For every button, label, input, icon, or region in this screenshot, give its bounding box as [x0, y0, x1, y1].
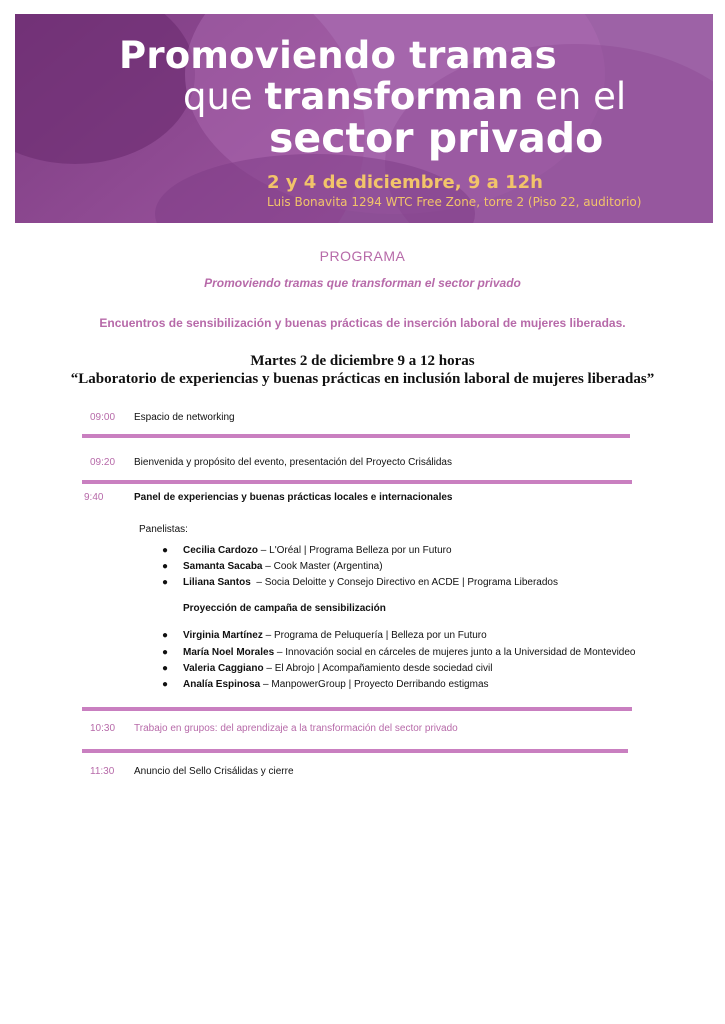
- proyeccion-name: Virginia Martínez: [183, 630, 263, 641]
- bullet: ●: [162, 630, 169, 641]
- banner-title-line2: [183, 75, 626, 118]
- proyeccion-detail: – Programa de Peluquería | Belleza por un Futuro: [262, 630, 487, 641]
- schedule-time: 09:00: [90, 412, 116, 423]
- banner-title-line2-a: que: [183, 75, 265, 118]
- banner-place: Luis Bonavita 1294 WTC Free Zone, torre 2 (Piso 22, auditorio): [267, 195, 642, 209]
- day-heading: Martes 2 de diciembre 9 a 12 horas: [250, 353, 475, 369]
- panelist-name: Samanta Sacaba: [183, 561, 263, 572]
- banner-title-line2-b: transforman: [264, 75, 524, 118]
- banner-title-line1: Promoviendo tramas: [119, 34, 557, 77]
- panelist-detail: – Socia Deloitte y Consejo Directivo en ACDE | Programa Liberados: [250, 577, 558, 588]
- bullet: ●: [162, 577, 169, 588]
- event-banner: [15, 14, 713, 223]
- proyeccion-detail: – ManpowerGroup | Proyecto Derribando estigmas: [260, 679, 489, 690]
- proyeccion-item: [183, 647, 635, 658]
- bullet: ●: [162, 663, 169, 674]
- schedule-time: 10:30: [90, 723, 116, 734]
- program-subtitle: Promoviendo tramas que transforman el sector privado: [204, 276, 521, 290]
- banner-title-line3: sector privado: [269, 114, 604, 162]
- proyeccion-item: [183, 663, 492, 674]
- schedule-time: 09:20: [90, 457, 116, 468]
- bullet: ●: [162, 545, 169, 556]
- bullet: ●: [162, 561, 169, 572]
- schedule-time: 9:40: [84, 492, 104, 503]
- encuentros-heading: Encuentros de sensibilización y buenas prácticas de inserción laboral de mujeres liberadas.: [99, 316, 626, 330]
- proyeccion-name: Valeria Caggiano: [183, 663, 264, 674]
- proyeccion-detail: – El Abrojo | Acompañamiento desde sociedad civil: [263, 663, 493, 674]
- divider: [82, 749, 628, 753]
- proyeccion-item: [183, 630, 487, 641]
- divider: [82, 707, 632, 711]
- banner-date: 2 y 4 de diciembre, 9 a 12h: [267, 172, 543, 193]
- bullet: ●: [162, 679, 169, 690]
- banner-title-line2-c: en el: [523, 75, 627, 118]
- panelist-item: [183, 577, 558, 588]
- proyeccion-name: Analía Espinosa: [183, 679, 261, 690]
- panelist-item: [183, 561, 383, 572]
- schedule-time: 11:30: [90, 766, 115, 777]
- schedule-desc: Anuncio del Sello Crisálidas y cierre: [134, 766, 294, 777]
- proyeccion-name: María Noel Morales: [183, 647, 275, 658]
- schedule-desc: Trabajo en grupos: del aprendizaje a la transformación del sector privado: [134, 723, 458, 734]
- schedule-desc: Panel de experiencias y buenas prácticas locales e internacionales: [134, 492, 453, 503]
- divider: [82, 434, 630, 438]
- proyeccion-item: [183, 679, 489, 690]
- proyeccion-detail: – Innovación social en cárceles de mujeres junto a la Universidad de Montevideo: [274, 647, 636, 658]
- schedule-desc: Espacio de networking: [134, 412, 235, 423]
- divider: [82, 480, 632, 484]
- schedule-desc: Bienvenida y propósito del evento, presentación del Proyecto Crisálidas: [134, 457, 452, 468]
- panelist-name: Liliana Santos: [183, 577, 251, 588]
- proyeccion-label: Proyección de campaña de sensibilización: [183, 603, 386, 614]
- panelist-item: [183, 545, 452, 556]
- programa-heading: PROGRAMA: [319, 248, 406, 264]
- panelist-detail: – Cook Master (Argentina): [262, 561, 383, 572]
- panelistas-label: Panelistas:: [139, 524, 188, 535]
- panelist-detail: – L'Oréal | Programa Belleza por un Futuro: [258, 545, 452, 556]
- panelist-name: Cecilia Cardozo: [183, 545, 259, 556]
- laboratorio-heading: “Laboratorio de experiencias y buenas prácticas en inclusión laboral de mujeres liberadas”: [70, 371, 655, 387]
- bullet: ●: [162, 647, 169, 658]
